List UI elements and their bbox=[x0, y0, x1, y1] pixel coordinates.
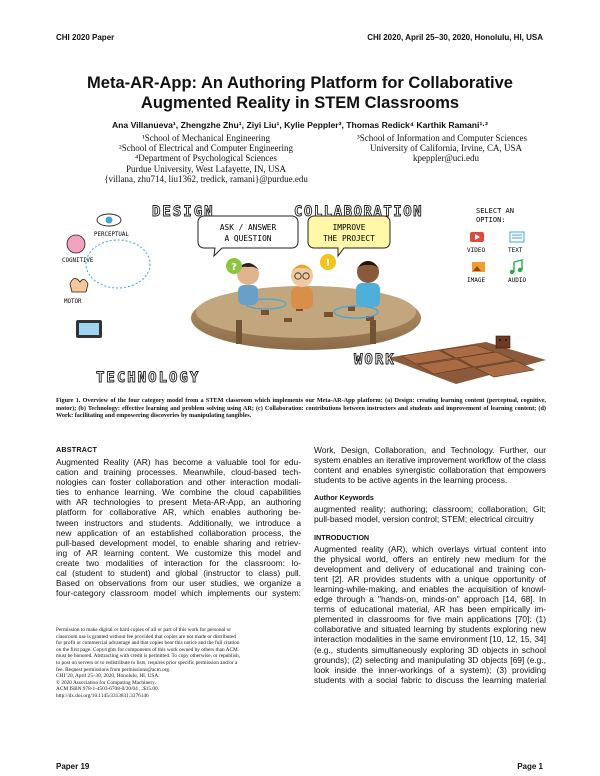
permission-line: to post on servers or to redistribute to lists, requires prior specific permission and/or a bbox=[56, 659, 238, 666]
motor-label: MOTOR bbox=[64, 299, 82, 305]
affiliations-right bbox=[342, 133, 550, 164]
question-icon bbox=[226, 258, 242, 274]
bubble-improve-project bbox=[308, 216, 390, 256]
question-mark: ? bbox=[231, 262, 237, 273]
permission-line: http://dx.doi.org/10.1145/3313831.3376146 bbox=[56, 692, 149, 699]
text-line: cation and training processes. Meanwhile, cloud-based tech- bbox=[56, 467, 301, 478]
abstract-continued bbox=[314, 445, 546, 485]
text-line: students with a social fabric to discuss the learning material bbox=[314, 674, 546, 685]
text-line: nologies can foster collaboration and other interaction modali- bbox=[56, 477, 301, 488]
running-header-left: CHI 2020 Paper bbox=[56, 33, 115, 42]
text-line: cal (student to student) and global (instructor to class) pull. bbox=[56, 568, 301, 579]
bubble1-line1: ASK / ANSWER bbox=[219, 223, 277, 232]
keywords-heading: Author Keywords bbox=[314, 493, 374, 503]
text-line: development and delivery of educational and training con- bbox=[314, 563, 546, 574]
exclamation-mark: ! bbox=[325, 258, 331, 269]
tablet-icon bbox=[76, 320, 102, 338]
text-line: platform for collaborative AR, which enables authoring be- bbox=[56, 507, 301, 518]
permission-line: must be honored. Abstracting with credit is permitted. To copy otherwise, or republish, bbox=[56, 653, 241, 660]
cognitive-icon bbox=[67, 235, 85, 253]
affiliation-line: ²School of Electrical and Computer Engineering bbox=[119, 143, 293, 154]
text-line: edge through a "hands-on, minds-on" approach [14, 68]. In bbox=[314, 594, 546, 605]
text-line: tween instructors and students. Additionally, we introduce a bbox=[56, 517, 301, 528]
text-line: the physical world, offers an entirely new medium for the bbox=[314, 553, 546, 564]
text-line: ties to enhance learning. We combine the cloud capabilities bbox=[56, 487, 301, 498]
title-line-1: Meta-AR-App: An Authoring Platform for Collaborative bbox=[87, 74, 513, 92]
paper-title bbox=[40, 73, 560, 113]
text-line: system enables an iterative improvement workflow of the class bbox=[314, 455, 546, 466]
text-line: Augmented reality (AR), which overlays virtual content into bbox=[314, 543, 546, 554]
permission-line: classroom use is granted without fee provided that copies are not made or distributed bbox=[56, 633, 236, 640]
permission-line: CHI '20, April 25–30, 2020, Honolulu, HI, USA. bbox=[56, 673, 160, 680]
text-line: new application of an established collaboration process, the bbox=[56, 527, 301, 538]
permission-line: fee. Request permissions from permissions@acm.org. bbox=[56, 666, 171, 673]
bubble2-line1: IMPROVE bbox=[332, 223, 366, 232]
audio-icon bbox=[510, 260, 522, 274]
permission-line: ACM ISBN 978-1-4503-6708-0/20/04 ...$15.00. bbox=[56, 686, 159, 693]
image-label: IMAGE bbox=[467, 277, 486, 284]
footer-left: Paper 19 bbox=[56, 762, 90, 771]
text-line: (e.g., students simultaneously exploring 3D objects in school bbox=[314, 644, 546, 655]
affiliations-left bbox=[56, 133, 356, 184]
bubble2-line2: THE PROJECT bbox=[323, 234, 375, 243]
author-list: Ana Villanueva¹, Zhengzhe Zhu¹, Ziyi Liu¹, Kylie Peppler³, Thomas Redick⁴ Karthik Ramani¹·² bbox=[111, 120, 489, 130]
exclamation-icon bbox=[320, 254, 336, 270]
permission-line: Permission to make digital or hard copies of all or part of this work for personal or bbox=[56, 627, 232, 633]
text-line: terms of educational material, AR has been empirically im- bbox=[314, 604, 546, 615]
permission-block bbox=[56, 627, 281, 700]
text-line: with AR technologies to present Meta-AR-App, an authoring bbox=[56, 497, 301, 508]
text-line: ing of AR learning content. We customize this model and bbox=[56, 547, 301, 558]
image-icon bbox=[472, 262, 485, 272]
text-line: look inside the inner-workings of a system); (3) providing bbox=[314, 664, 546, 675]
bubble-ask-question bbox=[198, 216, 298, 256]
affiliation-line: ¹School of Mechanical Engineering bbox=[142, 133, 270, 143]
text-line: students to be active agents in the learning process. bbox=[314, 475, 508, 486]
text-line: collaborative and situated learning by students exploring new bbox=[314, 624, 546, 635]
design-label: DESIGN bbox=[152, 204, 215, 220]
work-label: WORK bbox=[354, 352, 396, 368]
text-icon bbox=[510, 232, 524, 242]
affiliation-line: Purdue University, West Lafayette, IN, USA bbox=[126, 163, 286, 174]
abstract-heading: ABSTRACT bbox=[56, 445, 98, 454]
text-line: augmented reality; authoring; classroom; collaboration; Git; bbox=[314, 504, 546, 515]
permission-line: for profit or commercial advantage and that copies bear this notice and the full citation bbox=[56, 640, 240, 647]
right-column bbox=[314, 445, 546, 685]
video-icon bbox=[470, 232, 484, 242]
teaser-figure bbox=[56, 200, 546, 390]
text-line: grounds); (2) selecting and manipulating 3D objects [69] (e.g., bbox=[314, 654, 546, 665]
text-line: content and enables synergistic collaboration that empowers bbox=[314, 465, 546, 476]
affiliation-line: {villana, zhu714, liu1362, tredick, ramani}@purdue.edu bbox=[104, 173, 308, 184]
text-line: four-category classroom model which implements our system: bbox=[56, 588, 301, 599]
introduction-heading: INTRODUCTION bbox=[314, 532, 370, 542]
select-line2: OPTION: bbox=[476, 216, 506, 224]
teaser-illustration bbox=[56, 200, 546, 390]
cognitive-label: COGNITIVE bbox=[62, 258, 94, 264]
text-line: plemented in classrooms for five main applications [70]: (1) bbox=[314, 614, 546, 625]
text-line: Work, Design, Collaboration, and Technology. Further, our bbox=[314, 445, 546, 455]
student-right bbox=[356, 261, 380, 307]
footer-right: Page 1 bbox=[517, 762, 543, 771]
select-line1: SELECT AN bbox=[476, 207, 514, 215]
text-line: interaction modalities in the same environment [10, 12, 15, 34] bbox=[314, 634, 546, 645]
affiliation-line: ³School of Information and Computer Sciences bbox=[357, 133, 527, 143]
motor-icon bbox=[70, 278, 88, 292]
permission-line: on the first page. Copyrights for components of this work owned by others than ACM bbox=[56, 646, 238, 653]
title-line-2: Augmented Reality in STEM Classrooms bbox=[140, 94, 460, 112]
text-label: TEXT bbox=[508, 247, 523, 254]
abstract-text bbox=[56, 457, 301, 598]
text-line: learning-while-making, and enables the acquisition of knowl- bbox=[314, 583, 546, 594]
affiliation-line: University of California, Irvine, CA, USA bbox=[370, 143, 522, 154]
keywords-text bbox=[314, 504, 546, 524]
affiliation-line: ⁴Department of Psychological Sciences bbox=[135, 153, 277, 164]
perceptual-label: PERCEPTUAL bbox=[94, 232, 129, 238]
text-line: pull-based development model, to enable sharing and retriev- bbox=[56, 537, 301, 548]
collaboration-label: COLLABORATION bbox=[294, 204, 424, 220]
text-line: create two modalities of interaction for the classroom: lo- bbox=[56, 557, 301, 568]
perceptual-icon bbox=[97, 214, 121, 226]
permission-line: © 2020 Association for Computing Machinery. bbox=[56, 679, 156, 686]
running-header-right: CHI 2020, April 25–30, 2020, Honolulu, HI, USA bbox=[367, 33, 543, 42]
introduction-text bbox=[314, 544, 546, 685]
text-line: Augmented Reality (AR) has become a valuable tool for edu- bbox=[56, 457, 301, 467]
affiliation-line: kpeppler@uci.edu bbox=[412, 153, 479, 164]
text-line: tent [2]. AR provides students with a unique opportunity of bbox=[314, 573, 546, 584]
video-label: VIDEO bbox=[467, 247, 486, 254]
audio-label: AUDIO bbox=[508, 277, 527, 284]
technology-label: TECHNOLOGY bbox=[96, 370, 201, 386]
bubble1-line2: A QUESTION bbox=[224, 234, 272, 243]
text-line: pull-based model, version control; STEM; electrical circuitry bbox=[314, 514, 534, 525]
text-line: Based on observations from our user studies, we organize a bbox=[56, 578, 301, 589]
circuit-board-tiles bbox=[386, 336, 546, 384]
figure-caption: Figure 1. Overview of the four category model from a STEM classroom which implements our Meta-AR-App platform: (a) Design: creating learning content (perceptual, cognitive, motor); (b) Technology: effective learning and problem solving using AR; (c) Collaboration: contributions between instructors and students and improvement of learning content; (d) Work: facilitating and empowering discoveries by manipulating tangibles. bbox=[56, 397, 546, 420]
left-column bbox=[56, 445, 301, 598]
